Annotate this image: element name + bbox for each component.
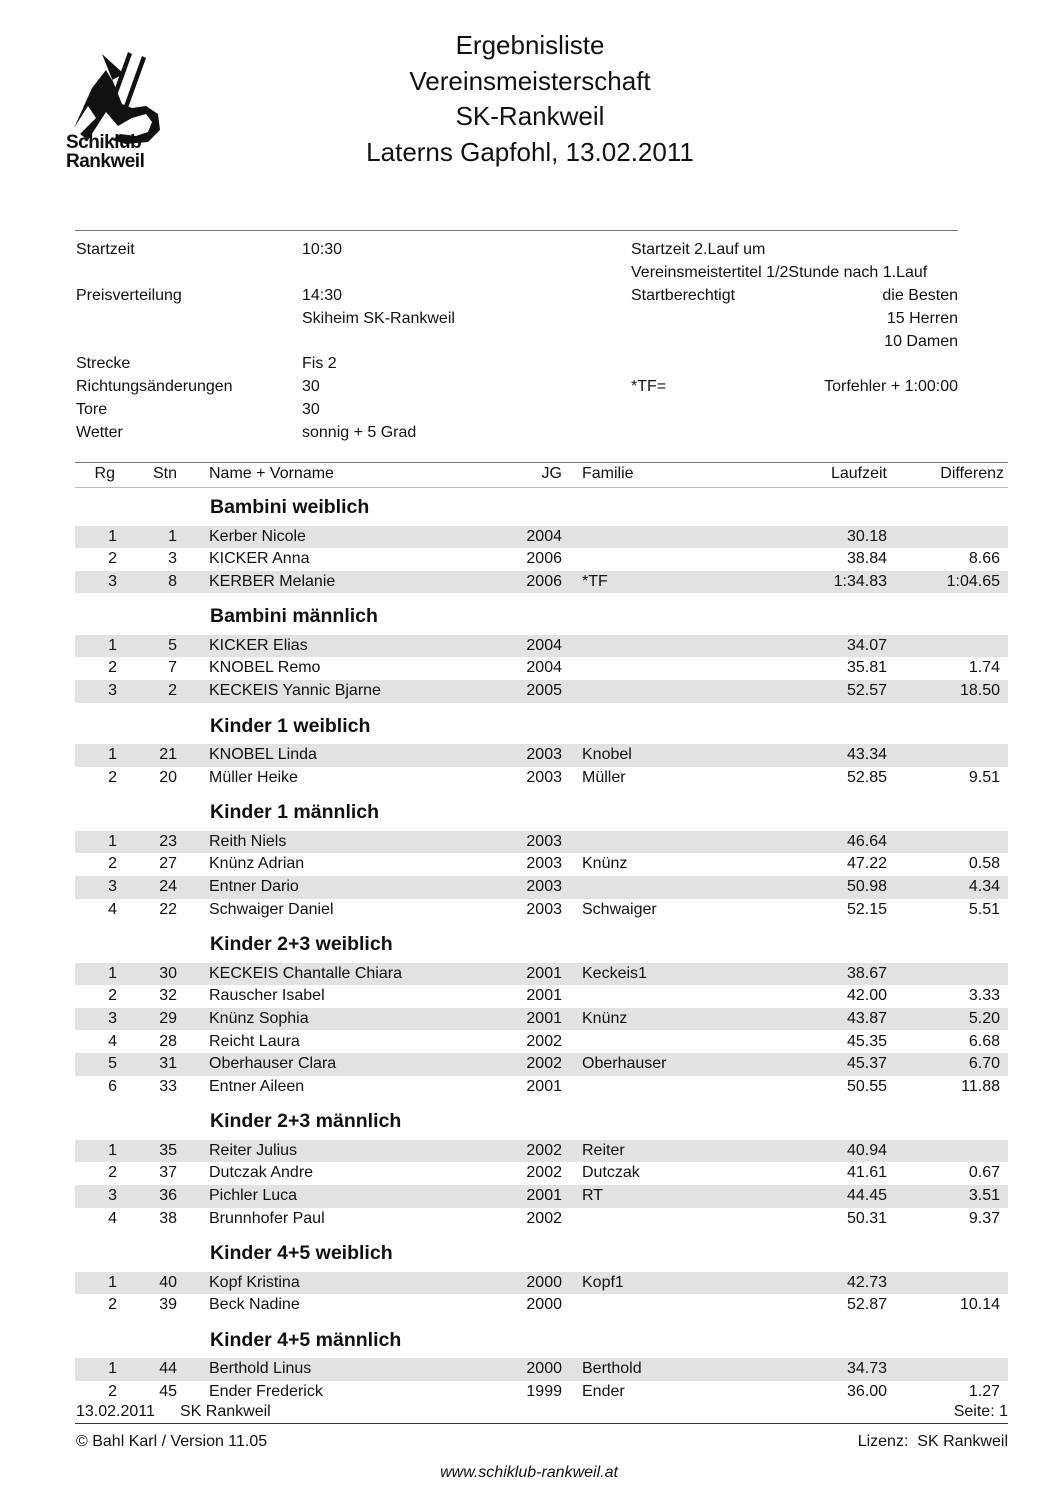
- footer-copyright: © Bahl Karl / Version 11.05: [76, 1433, 268, 1450]
- info-label-tore: Tore: [76, 401, 108, 418]
- cell-laufzeit: 38.67: [846, 964, 887, 982]
- info-value-tf: Torfehler + 1:00:00: [824, 378, 958, 395]
- cell-jg: 1999: [526, 1383, 562, 1400]
- table-row: [75, 899, 1008, 922]
- cell-rg: 2: [108, 987, 117, 1005]
- info-value-richtungsaenderungen: 30: [302, 378, 320, 395]
- cell-differenz: 1.74: [968, 659, 1000, 677]
- footer-club: SK Rankweil: [180, 1403, 271, 1420]
- cell-name: KNOBEL Remo: [209, 659, 321, 677]
- cell-stn: 29: [159, 1009, 177, 1027]
- cell-laufzeit: 42.00: [846, 987, 887, 1005]
- table-row: [75, 1185, 1008, 1208]
- cell-stn: 38: [159, 1209, 177, 1227]
- table-row: [75, 1272, 1008, 1295]
- cell-rg: 3: [108, 1187, 117, 1204]
- column-header-rg: Rg: [94, 465, 115, 482]
- category-title: Kinder 2+3 weiblich: [210, 933, 393, 956]
- table-row: [75, 1208, 1008, 1231]
- cell-stn: 28: [159, 1032, 177, 1050]
- logo-line-2: Rankweil: [66, 151, 145, 172]
- cell-laufzeit: 35.81: [846, 659, 887, 677]
- footer-website-url: www.schiklub-rankweil.at: [440, 1464, 618, 1481]
- cell-rg: 4: [108, 1032, 117, 1050]
- cell-familie: Dutczak: [582, 1164, 640, 1182]
- cell-stn: 35: [159, 1141, 177, 1159]
- table-row: [75, 1076, 1008, 1099]
- cell-differenz: 6.70: [968, 1055, 1000, 1073]
- cell-familie: Reiter: [582, 1141, 625, 1159]
- table-row: [75, 744, 1008, 767]
- cell-jg: 2003: [526, 900, 562, 918]
- cell-stn: 21: [159, 746, 177, 764]
- column-header-differenz: Differenz: [940, 465, 1004, 482]
- cell-stn: 7: [168, 659, 177, 677]
- cell-stn: 31: [159, 1055, 177, 1073]
- cell-laufzeit: 45.37: [846, 1055, 887, 1073]
- cell-stn: 1: [168, 527, 177, 545]
- table-row: [75, 1031, 1008, 1054]
- cell-familie: Ender: [582, 1383, 625, 1400]
- table-row: [75, 548, 1008, 571]
- cell-rg: 1: [108, 1273, 117, 1291]
- cell-stn: 32: [159, 987, 177, 1005]
- table-row: [75, 853, 1008, 876]
- cell-name: KECKEIS Yannic Bjarne: [209, 682, 381, 699]
- table-row: [75, 1008, 1008, 1031]
- cell-stn: 45: [159, 1383, 177, 1400]
- document-title: [330, 28, 730, 170]
- info-value-tore: 30: [302, 401, 320, 418]
- cell-laufzeit: 44.45: [846, 1187, 887, 1204]
- title-line: Vereinsmeisterschaft: [409, 65, 651, 96]
- info-value-wetter: sonnig + 5 Grad: [302, 424, 417, 441]
- info-value-eligible: die Besten: [882, 287, 958, 304]
- cell-differenz: 0.58: [968, 855, 1000, 873]
- cell-jg: 2002: [526, 1032, 562, 1050]
- cell-stn: 24: [159, 878, 177, 895]
- category-title: Kinder 1 weiblich: [210, 714, 371, 737]
- cell-rg: 2: [108, 1383, 117, 1400]
- category-title: Kinder 4+5 männlich: [210, 1328, 402, 1351]
- table-row: [75, 985, 1008, 1008]
- cell-jg: 2004: [526, 659, 562, 677]
- column-header-name: Name + Vorname: [209, 465, 334, 482]
- table-row: [75, 657, 1008, 680]
- cell-name: Pichler Luca: [209, 1187, 298, 1204]
- cell-laufzeit: 40.94: [846, 1141, 887, 1159]
- cell-differenz: 1.27: [968, 1383, 1000, 1400]
- cell-laufzeit: 38.84: [846, 550, 887, 568]
- cell-differenz: 0.67: [968, 1164, 1000, 1182]
- column-header-jg: JG: [541, 465, 562, 482]
- logo-line-1: Schiklub: [66, 132, 142, 153]
- cell-stn: 33: [159, 1077, 177, 1095]
- category-title: Bambini männlich: [210, 605, 378, 628]
- cell-laufzeit: 52.85: [846, 768, 887, 786]
- cell-rg: 1: [108, 527, 117, 545]
- cell-stn: 8: [168, 572, 177, 590]
- cell-rg: 2: [108, 1164, 117, 1182]
- cell-rg: 1: [108, 636, 117, 654]
- cell-stn: 3: [168, 550, 177, 568]
- cell-familie: *TF: [582, 572, 608, 590]
- table-row: [75, 526, 1008, 549]
- cell-rg: 1: [108, 1360, 117, 1378]
- cell-stn: 44: [159, 1360, 177, 1378]
- cell-laufzeit: 46.64: [846, 832, 887, 850]
- cell-name: KICKER Elias: [209, 636, 308, 654]
- table-row: [75, 831, 1008, 854]
- cell-stn: 20: [159, 768, 177, 786]
- cell-rg: 4: [108, 900, 117, 918]
- cell-name: Knünz Adrian: [209, 855, 305, 873]
- cell-name: Reiter Julius: [209, 1141, 298, 1159]
- cell-differenz: 5.51: [968, 900, 1000, 918]
- cell-jg: 2003: [526, 878, 562, 895]
- cell-jg: 2003: [526, 746, 562, 764]
- cell-laufzeit: 52.57: [846, 682, 887, 699]
- cell-differenz: 11.88: [961, 1077, 1000, 1095]
- cell-name: Kerber Nicole: [209, 527, 306, 545]
- cell-name: Entner Dario: [209, 878, 299, 895]
- logo-text: [66, 133, 144, 171]
- cell-rg: 3: [108, 1009, 117, 1027]
- cell-laufzeit: 43.34: [846, 746, 887, 764]
- cell-rg: 3: [108, 572, 117, 590]
- cell-differenz: 4.34: [968, 878, 1000, 895]
- table-row: [75, 1053, 1008, 1076]
- category-title: Kinder 1 männlich: [210, 801, 380, 824]
- cell-name: KNOBEL Linda: [209, 746, 317, 764]
- cell-stn: 39: [159, 1296, 177, 1314]
- cell-name: KICKER Anna: [209, 550, 310, 568]
- column-header-stn: Stn: [152, 465, 177, 482]
- cell-differenz: 3.51: [968, 1187, 1000, 1204]
- cell-jg: 2006: [526, 572, 562, 590]
- cell-differenz: 5.20: [968, 1009, 1000, 1027]
- table-row: [75, 1358, 1008, 1381]
- cell-name: KERBER Melanie: [209, 572, 336, 590]
- cell-laufzeit: 45.35: [846, 1032, 887, 1050]
- cell-rg: 2: [108, 768, 117, 786]
- title-line: Ergebnisliste: [455, 30, 605, 60]
- cell-laufzeit: 42.73: [846, 1273, 887, 1291]
- cell-rg: 3: [108, 682, 117, 699]
- footer-license: Lizenz: SK Rankweil: [857, 1433, 1008, 1450]
- cell-rg: 2: [108, 550, 117, 568]
- cell-laufzeit: 52.15: [846, 900, 887, 918]
- cell-rg: 1: [108, 832, 117, 850]
- cell-rg: 4: [108, 1209, 117, 1227]
- cell-differenz: 1:04.65: [946, 572, 1000, 590]
- cell-name: Brunnhofer Paul: [209, 1209, 325, 1227]
- footer-page-number: Seite: 1: [953, 1403, 1008, 1420]
- table-row: [75, 767, 1008, 790]
- cell-laufzeit: 50.55: [846, 1077, 887, 1095]
- cell-laufzeit: 47.22: [846, 855, 887, 873]
- cell-differenz: 9.51: [968, 768, 1000, 786]
- info-value-eligible: 10 Damen: [884, 333, 958, 350]
- cell-rg: 1: [108, 746, 117, 764]
- cell-name: Rauscher Isabel: [209, 987, 325, 1005]
- cell-name: Dutczak Andre: [209, 1164, 314, 1182]
- cell-stn: 2: [168, 682, 177, 699]
- title-line: Laterns Gapfohl, 13.02.2011: [366, 136, 694, 167]
- header-divider: [75, 230, 958, 231]
- info-label-wetter: Wetter: [76, 424, 123, 441]
- cell-jg: 2001: [526, 964, 562, 982]
- title-line: SK-Rankweil: [455, 101, 605, 131]
- cell-laufzeit: 36.00: [846, 1383, 887, 1400]
- cell-jg: 2000: [526, 1360, 562, 1378]
- table-row: [75, 1294, 1008, 1317]
- cell-familie: Berthold: [582, 1360, 642, 1378]
- cell-laufzeit: 41.61: [846, 1164, 887, 1182]
- cell-familie: Müller: [582, 768, 626, 786]
- cell-jg: 2002: [526, 1164, 562, 1182]
- cell-jg: 2001: [526, 987, 562, 1005]
- cell-jg: 2000: [526, 1273, 562, 1291]
- cell-laufzeit: 34.07: [846, 636, 887, 654]
- table-row: [75, 1140, 1008, 1163]
- cell-familie: Oberhauser: [582, 1055, 667, 1073]
- info-second-run-line2: Vereinsmeistertitel 1/2Stunde nach 1.Lauf: [631, 264, 928, 281]
- cell-name: Reith Niels: [209, 832, 287, 850]
- cell-jg: 2002: [526, 1141, 562, 1159]
- cell-laufzeit: 50.31: [846, 1209, 887, 1227]
- column-header-familie: Familie: [582, 465, 634, 482]
- table-header-bottom-rule: [75, 487, 1008, 488]
- cell-stn: 27: [159, 855, 177, 873]
- footer-divider: [75, 1423, 1008, 1424]
- footer-date: 13.02.2011: [76, 1403, 155, 1420]
- cell-name: Knünz Sophia: [209, 1009, 309, 1027]
- cell-jg: 2004: [526, 527, 562, 545]
- cell-familie: Knünz: [582, 855, 628, 873]
- cell-name: Schwaiger Daniel: [209, 900, 334, 918]
- cell-jg: 2001: [526, 1077, 562, 1095]
- cell-jg: 2003: [526, 855, 562, 873]
- cell-jg: 2001: [526, 1009, 562, 1027]
- info-label-startzeit: Startzeit: [76, 241, 135, 258]
- cell-familie: RT: [582, 1187, 604, 1204]
- cell-differenz: 3.33: [968, 987, 1000, 1005]
- cell-jg: 2003: [526, 768, 562, 786]
- category-title: Kinder 4+5 weiblich: [210, 1242, 393, 1265]
- category-title: Kinder 2+3 männlich: [210, 1110, 402, 1133]
- cell-name: Berthold Linus: [209, 1360, 312, 1378]
- cell-jg: 2004: [526, 636, 562, 654]
- info-value-startzeit: 10:30: [302, 241, 343, 258]
- info-second-run-line1: Startzeit 2.Lauf um: [631, 241, 766, 258]
- cell-name: Entner Aileen: [209, 1077, 305, 1095]
- cell-jg: 2002: [526, 1209, 562, 1227]
- info-label-strecke: Strecke: [76, 355, 131, 372]
- cell-differenz: 10.14: [959, 1296, 1000, 1314]
- cell-laufzeit: 30.18: [846, 527, 887, 545]
- cell-differenz: 8.66: [968, 550, 1000, 568]
- column-header-laufzeit: Laufzeit: [830, 465, 887, 482]
- cell-stn: 23: [159, 832, 177, 850]
- cell-familie: Knobel: [582, 746, 632, 764]
- cell-rg: 2: [108, 1296, 117, 1314]
- cell-rg: 2: [108, 659, 117, 677]
- cell-stn: 5: [168, 636, 177, 654]
- info-value-preisverteilung: 14:30: [302, 287, 343, 304]
- cell-stn: 40: [159, 1273, 177, 1291]
- table-header-top-rule: [75, 462, 1008, 463]
- info-label-tf: *TF=: [631, 378, 667, 395]
- cell-name: Beck Nadine: [209, 1296, 300, 1314]
- cell-differenz: 9.37: [968, 1209, 1000, 1227]
- cell-laufzeit: 1:34.83: [833, 572, 887, 590]
- cell-stn: 30: [159, 964, 177, 982]
- info-label-startberechtigt: Startberechtigt: [631, 287, 736, 304]
- table-row: [75, 1162, 1008, 1185]
- cell-rg: 3: [108, 878, 117, 895]
- info-value-strecke: Fis 2: [302, 355, 337, 372]
- table-row: [75, 635, 1008, 658]
- cell-jg: 2005: [526, 682, 562, 699]
- cell-stn: 37: [159, 1164, 177, 1182]
- cell-name: Reicht Laura: [209, 1032, 300, 1050]
- cell-laufzeit: 34.73: [846, 1360, 887, 1378]
- cell-stn: 22: [159, 900, 177, 918]
- info-value-location: Skiheim SK-Rankweil: [302, 310, 455, 327]
- cell-rg: 5: [108, 1055, 117, 1073]
- cell-differenz: 18.50: [959, 682, 1000, 699]
- cell-familie: Kopf1: [582, 1273, 624, 1291]
- cell-rg: 6: [108, 1077, 117, 1095]
- cell-rg: 2: [108, 855, 117, 873]
- cell-name: Ender Frederick: [209, 1383, 323, 1400]
- table-row: [75, 680, 1008, 703]
- cell-familie: Keckeis1: [582, 964, 647, 982]
- cell-jg: 2002: [526, 1055, 562, 1073]
- cell-familie: Schwaiger: [582, 900, 657, 918]
- category-title: Bambini weiblich: [210, 496, 370, 518]
- cell-name: Oberhauser Clara: [209, 1055, 337, 1073]
- table-row: [75, 963, 1008, 986]
- cell-familie: Knünz: [582, 1009, 628, 1027]
- cell-name: KECKEIS Chantalle Chiara: [209, 964, 402, 982]
- logo-skier-shape: [74, 54, 160, 144]
- cell-jg: 2001: [526, 1187, 562, 1204]
- cell-laufzeit: 50.98: [846, 878, 887, 895]
- cell-jg: 2000: [526, 1296, 562, 1314]
- cell-stn: 36: [159, 1187, 177, 1204]
- table-row: [75, 876, 1008, 899]
- cell-rg: 1: [108, 1141, 117, 1159]
- cell-laufzeit: 52.87: [846, 1296, 887, 1314]
- cell-name: Müller Heike: [209, 768, 298, 786]
- cell-rg: 1: [108, 964, 117, 982]
- table-row: [75, 1381, 1008, 1404]
- cell-differenz: 6.68: [968, 1032, 1000, 1050]
- cell-laufzeit: 43.87: [846, 1009, 887, 1027]
- info-label-preisverteilung: Preisverteilung: [76, 287, 182, 304]
- cell-jg: 2003: [526, 832, 562, 850]
- table-row: [75, 571, 1008, 594]
- info-value-eligible: 15 Herren: [886, 310, 958, 327]
- info-label-richtungsaenderungen: Richtungsänderungen: [76, 378, 233, 395]
- cell-name: Kopf Kristina: [209, 1273, 300, 1291]
- cell-jg: 2006: [526, 550, 562, 568]
